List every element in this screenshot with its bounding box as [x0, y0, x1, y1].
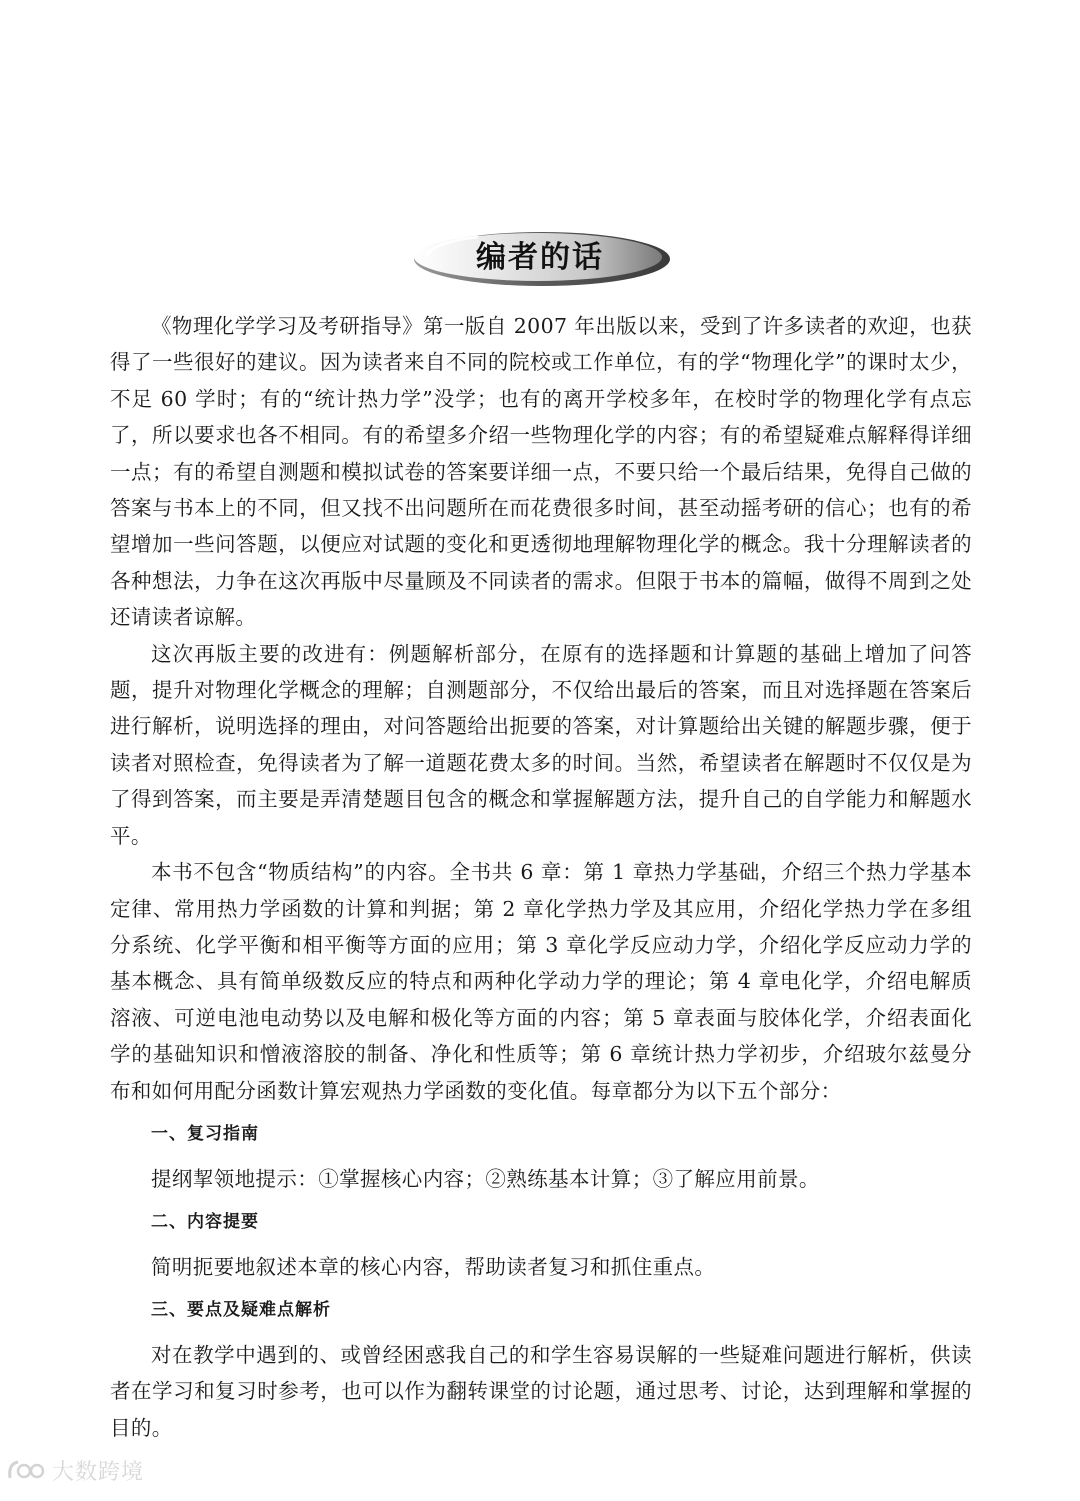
section-heading-key-points: 三、要点及疑难点解析 [151, 1299, 331, 1320]
watermark-text: 大数跨境 [52, 1459, 145, 1485]
section-heading-review-guide: 一、复习指南 [151, 1123, 259, 1144]
section-text-key-points: 对在教学中遇到的、或曾经困惑我自己的和学生容易误解的一些疑难问题进行解析，供读者在学习和复习时参考，也可以作为翻转课堂的讨论题，通过思考、讨论，达到理解和掌握的目的。 [110, 1342, 972, 1440]
section-text-review-guide: 提纲挈领地提示：①掌握核心内容；②熟练基本计算；③了解应用前景。 [151, 1166, 820, 1191]
page-title: 编者的话 [476, 240, 604, 275]
paragraph-chapters: 本书不包含“物质结构”的内容。全书共 6 章：第 1 章热力学基础，介绍三个热力学基本定律、常用热力学函数的计算和判据；第 2 章化学热力学及其应用，介绍化学热力学在多组分系统、化学平衡和相平衡等方面的应用；第 3 章化学反应动力学，介绍化学反应动力学的基本概念、具有简单级数反应的特点和两种化学动力学的理论；第 4 章电化学，介绍电解质溶液、可逆电池电动势以及电解和极化等方面的内容；第 5 章表面与胶体化学，介绍表面化学的基础知识和憎液溶胶的制备、净化和性质等；第 6 章统计热力学初步，介绍玻尔兹曼分布和如何用配分函数计算宏观热力学函数的变化值。每章都分为以下五个部分： [110, 860, 972, 1103]
watermark [6, 1454, 144, 1486]
paragraph-improvements: 这次再版主要的改进有：例题解析部分，在原有的选择题和计算题的基础上增加了问答题，提升对物理化学概念的理解；自测题部分，不仅给出最后的答案，而且对选择题在答案后进行解析，说明选择的理由，对问答题给出扼要的答案，对计算题给出关键的解题步骤，便于读者对照检查，免得读者为了解一道题花费太多的时间。当然，希望读者在解题时不仅仅是为了得到答案，而主要是弄清楚题目包含的概念和掌握解题方法，提升自己的自学能力和解题水平。 [110, 641, 972, 848]
body-content [110, 308, 972, 1446]
section-heading-content-summary: 二、内容提要 [151, 1211, 259, 1232]
section-text-content-summary: 简明扼要地叙述本章的核心内容，帮助读者复习和抓住重点。 [151, 1254, 716, 1279]
watermark-logo-icon [6, 1456, 46, 1484]
title-banner [408, 226, 672, 290]
paragraph-intro: 《物理化学学习及考研指导》第一版自 2007 年出版以来，受到了许多读者的欢迎，也获得了一些很好的建议。因为读者来自不同的院校或工作单位，有的学“物理化学”的课时太少，不足 60 学时；有的“统计热力学”没学；也有的离开学校多年，在校时学的物理化学有点忘了，所以要求也各不相同。有的希望多介绍一些物理化学的内容；有的希望疑难点解释得详细一点；有的希望自测题和模拟试卷的答案要详细一点，不要只给一个最后结果，免得自己做的答案与书本上的不同，但又找不出问题所在而花费很多时间，甚至动摇考研的信心；也有的希望增加一些问答题，以便应对试题的变化和更透彻地理解物理化学的概念。我十分理解读者的各种想法，力争在这次再版中尽量顾及不同读者的需求。但限于书本的篇幅，做得不周到之处还请读者谅解。 [110, 314, 972, 630]
